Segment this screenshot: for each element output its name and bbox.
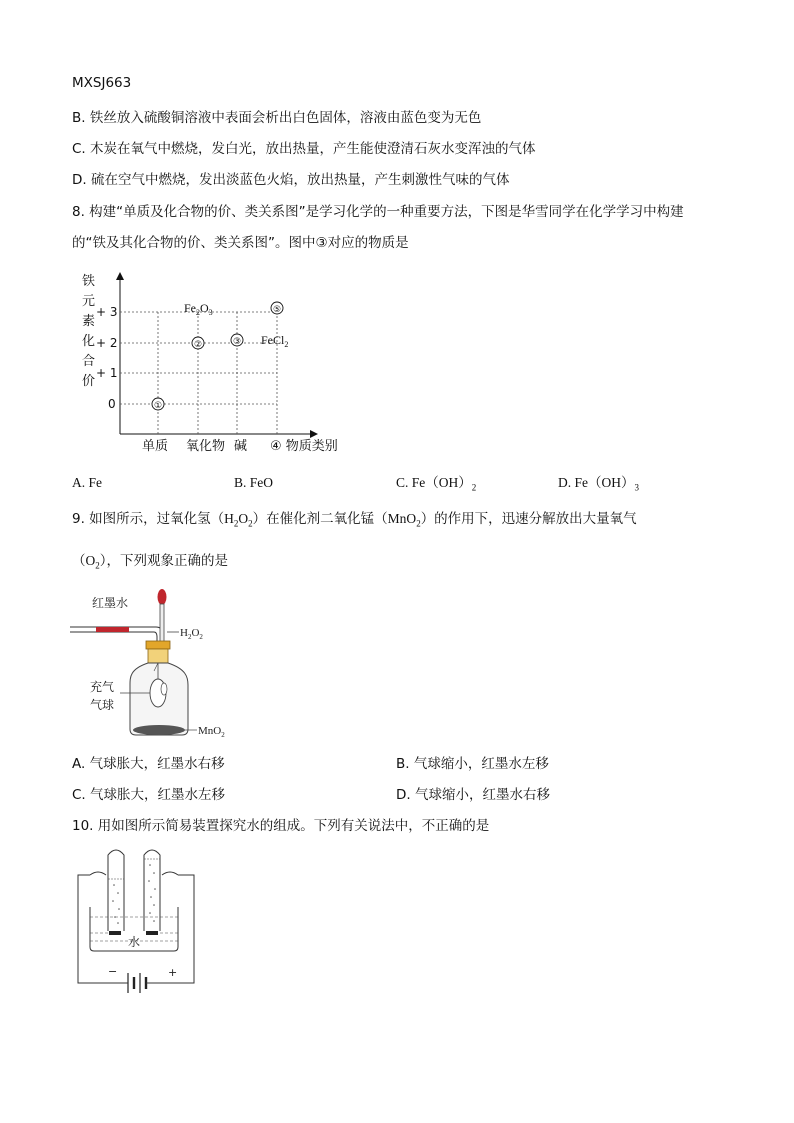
point-3-label: ③ — [232, 337, 242, 347]
right-electrode — [146, 931, 158, 935]
y-axis-arrow-icon — [116, 272, 124, 280]
y-title-char: 价 — [82, 374, 96, 389]
point-5-label: ⑤ — [272, 305, 282, 315]
positive-terminal-label: + — [168, 966, 178, 979]
right-test-tube — [144, 850, 160, 931]
q8-stem-line2: 的“铁及其化合物的价、类关系图”。图中③对应的物质是 — [72, 235, 409, 251]
dropper-tube — [160, 604, 164, 644]
q10-stem: 10. 用如图所示简易装置探究水的组成。下列有关说法中，不正确的是 — [72, 818, 490, 834]
q8-stem-line1: 8. 构建“单质及化合物的价、类关系图”是学习化学的一种重要方法，下图是华雪同学在化学学习中构建 — [72, 204, 684, 220]
q7-option-d: D. 硫在空气中燃烧，发出淡蓝色火焰，放出热量，产生刺激性气味的气体 — [72, 172, 510, 188]
water-label: 水 — [128, 935, 141, 949]
y-tick-label: + 2 — [96, 336, 118, 350]
y-title-char: 化 — [82, 334, 96, 349]
balloon-label-line2: 气球 — [90, 698, 115, 712]
y-tick-label: + 1 — [96, 366, 118, 380]
y-title-char: 合 — [82, 354, 96, 369]
q9-option-d: D. 气球缩小，红墨水右移 — [396, 787, 550, 803]
x-axis-arrow-icon — [310, 430, 318, 438]
q9-option-b: B. 气球缩小，红墨水左移 — [396, 756, 549, 772]
q9-option-c: C. 气球胀大，红墨水左移 — [72, 787, 226, 803]
q7-option-c: C. 木炭在氧气中燃烧，发白光，放出热量，产生能使澄清石灰水变浑浊的气体 — [72, 141, 536, 157]
x-label-element: 单质 — [142, 439, 169, 454]
mno2-label: MnO$_2$ — [198, 725, 225, 739]
h2o2-decomposition-apparatus — [70, 585, 260, 745]
x-axis-labels — [142, 438, 338, 454]
x-label-category: ④ 物质类别 — [270, 439, 338, 454]
mno2-powder — [133, 725, 185, 735]
fecl2-label: FeCl$_2$ — [261, 333, 289, 349]
y-title-char: 素 — [82, 314, 96, 329]
q8-option-c: C. $Fe(OH)_2$ — [396, 475, 477, 493]
q9-stem-line1: 9. 如图所示，过氧化氢$(H_2O_2)$在催化剂二氧化锰（MnO$_2$）的作用下，迅速分解放出大量氧气 — [72, 511, 637, 529]
x-label-oxide: 氧化物 — [186, 439, 226, 454]
water-electrolysis-apparatus — [70, 845, 220, 1005]
dropper-bulb — [158, 589, 167, 605]
balloon-label-line1: 充气 — [90, 680, 115, 694]
q7-option-b: B. 铁丝放入硫酸铜溶液中表面会析出白色固体，溶液由蓝色变为无色 — [72, 110, 482, 126]
q8-option-a: A. Fe — [72, 475, 102, 490]
y-tick-labels — [96, 305, 118, 411]
h2o2-label: $H_2O_2$ — [180, 627, 203, 641]
left-test-tube — [108, 850, 124, 931]
red-ink-label: 红墨水 — [92, 596, 129, 610]
fe2o3-label: $Fe_2O_3$ — [184, 301, 213, 317]
q9-stem-line2: $(O_2)$，下列观象正确的是 — [72, 553, 228, 571]
negative-terminal-label: − — [108, 965, 118, 978]
y-axis-title — [82, 273, 95, 389]
left-electrode — [109, 931, 121, 935]
red-ink-drop — [96, 627, 129, 632]
bottle-stopper — [146, 641, 170, 649]
y-tick-label: 0 — [108, 397, 116, 411]
y-title-char: 元 — [82, 294, 96, 309]
document-code: MXSJ663 — [72, 75, 132, 91]
horizontal-gridlines — [120, 312, 277, 404]
y-tick-label: + 3 — [96, 305, 118, 319]
q8-option-d: D. $Fe(OH)_3$ — [558, 475, 639, 493]
q8-option-b: B. FeO — [234, 475, 274, 490]
x-label-base: 碱 — [234, 439, 248, 454]
point-2-label: ② — [193, 340, 203, 350]
y-title-char: 铁 — [82, 274, 96, 289]
iron-valence-class-diagram — [70, 268, 360, 463]
q9-option-a: A. 气球胀大，红墨水右移 — [72, 756, 225, 772]
point-1-label: ① — [153, 401, 163, 411]
